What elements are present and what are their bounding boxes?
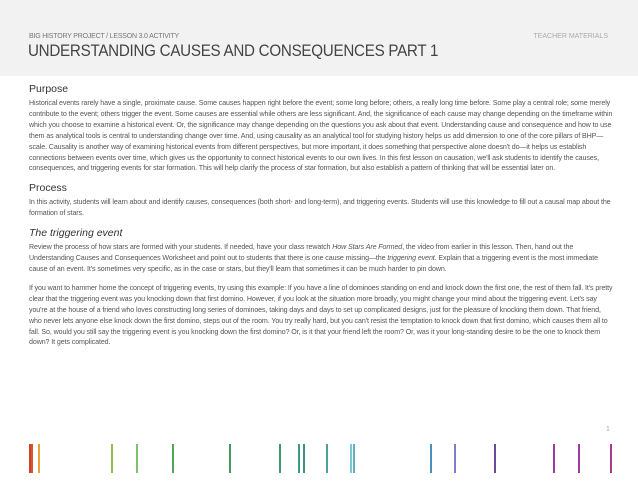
page-header bbox=[0, 0, 638, 76]
color-stripe bbox=[298, 444, 300, 473]
video-title: How Stars Are Formed bbox=[332, 243, 403, 252]
triggering-paragraph-2: If you want to hammer home the concept of triggering events, try using this example: If you have a line of dominoes standing on end and knock down the first one, the rest of them fall. It's pretty clear that the triggering event was you knocking down that first domino. However, if you look at the situation more broadly, you might change your mind about the triggering event. Let's say you're at the house of a friend who loves constructing long series of dominoes, taking days and days to set up complicated designs, just for the pleasure of knocking them down. That friend, who never lets anyone else knock down the first domino, steps out of the room. You try really hard, but you can't resist the temptation to knock down that first domino, which causes them all to fall. So, would you still say the triggering event is you knocking down the first domino? Or, is it that your friend left the room? Or, was it your long-standing desire to be the one to knock them down? It gets complicated. bbox=[29, 283, 613, 347]
page-title: UNDERSTANDING CAUSES AND CONSEQUENCES PART 1 bbox=[28, 42, 439, 60]
text: Review the process of how stars are formed with your students. If needed, have your class rewatch bbox=[29, 243, 333, 252]
color-stripe bbox=[353, 444, 355, 473]
term: triggering event bbox=[387, 254, 435, 263]
color-stripe bbox=[279, 444, 281, 473]
color-stripe bbox=[350, 444, 352, 473]
color-stripe bbox=[111, 444, 113, 473]
color-stripe bbox=[172, 444, 174, 473]
color-stripe bbox=[136, 444, 138, 473]
breadcrumb: BIG HISTORY PROJECT / LESSON 3.0 ACTIVITY bbox=[29, 33, 179, 40]
purpose-paragraph: Historical events rarely have a single, proximate cause. Some causes happen right before the event; some long before; others, a really long time before. Some play a central role; some merely contribute to the event; others trigger the event. Some causes are essential while others are less significant. And, the significance of each cause may change depending on the timeframe within which you choose to examine a historical event. Or, the significance may change depending on the questions you ask about that event. Understanding cause and consequence and how to use them as analytical tools is central to understanding change over time. And, using causality as an analytical tool for studying history helps us add dimension to one of the core pillars of BHP—scale. Causality is another way of examining historical events from different perspectives, but more important, it does something that perspective alone doesn't do—it helps us establish connections between events over time, which gives us the opportunity to connect historical events to our own lives. In this first lesson on causation, we'll ask students to identify the causes, consequences, and triggering events for star formation. This will help clarify the process of star formation, but also establish a pattern of thinking that will be essential later on. bbox=[29, 99, 613, 173]
color-stripe bbox=[553, 444, 555, 473]
text: , the video from earlier in this lesson. Then, hand out the Understanding Causes and Consequences Worksheet and point out to students that there is one cause missing—the bbox=[29, 243, 574, 263]
color-stripe bbox=[454, 444, 456, 473]
color-stripe bbox=[494, 444, 496, 473]
triggering-event-heading: The triggering event bbox=[29, 227, 123, 240]
teacher-materials-label: TEACHER MATERIALS bbox=[533, 33, 608, 40]
text: . Explain that a triggering event is the most immediate cause of an event. It's sometimes very specific, as in the case or stars, but they'll learn that sometimes it can be much harder to pin down. bbox=[29, 254, 598, 273]
purpose-heading: Purpose bbox=[29, 83, 69, 95]
color-stripe bbox=[38, 444, 40, 473]
process-paragraph: In this activity, students will learn about and identify causes, consequences (both short- and long-term), and triggering events. Students will use this knowledge to fill out a causal map about the formation of stars. bbox=[29, 198, 611, 218]
color-stripe bbox=[610, 444, 612, 473]
document-body bbox=[29, 83, 613, 356]
color-stripe bbox=[326, 444, 328, 473]
process-heading: Process bbox=[29, 182, 67, 195]
color-stripe bbox=[31, 444, 33, 473]
color-stripe bbox=[430, 444, 432, 473]
color-stripe bbox=[229, 444, 231, 473]
page-number: 1 bbox=[606, 426, 610, 433]
triggering-paragraph-1 bbox=[29, 242, 613, 275]
color-stripe bbox=[303, 444, 305, 473]
color-stripe bbox=[578, 444, 580, 473]
